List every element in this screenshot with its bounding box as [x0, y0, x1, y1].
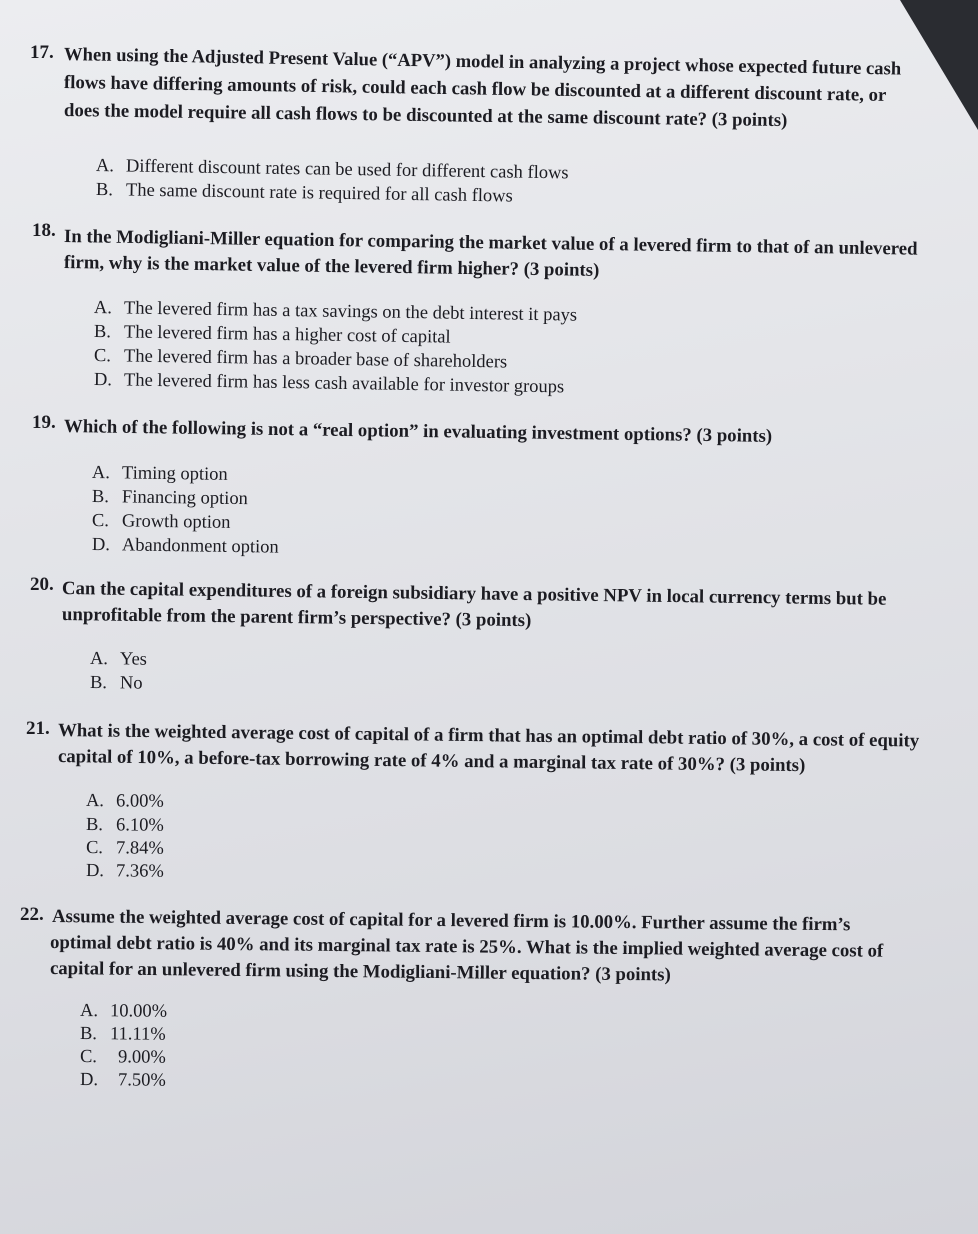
option-text: 11.11% [109, 1024, 166, 1045]
question-stem-line: firm, why is the market value of the levered firm higher? (3 points) [63, 252, 600, 281]
question-19-stem [32, 412, 56, 434]
question-stem-line: unprofitable from the parent firm’s perspective? (3 points) [61, 604, 532, 632]
option-letter: A. [85, 791, 105, 812]
option-letter: D. [79, 1070, 99, 1091]
option-letter: A. [95, 156, 115, 177]
question-22-stem [20, 904, 44, 926]
question-stem-line: capital of 10%, a before-tax borrowing rate of 4% and a marginal tax rate of 30%? (3 points) [57, 746, 806, 777]
question-stem-line: Assume the weighted average cost of capital for a levered firm is 10.00%. Further assume the firm’s [51, 906, 851, 936]
option-text: The same discount rate is required for all cash flows [125, 180, 513, 207]
option-letter: B. [89, 673, 108, 694]
question-number: 21. [26, 718, 50, 739]
option-text: 7.36% [115, 861, 164, 882]
question-21-stem [26, 718, 50, 740]
answer-option[interactable] [92, 486, 248, 510]
question-stem-line: In the Modigliani-Miller equation for comparing the market value of a levered firm to that of an unlevered [63, 226, 918, 260]
answer-option[interactable] [80, 1023, 166, 1046]
option-text: The levered firm has less cash available for investor groups [123, 370, 565, 398]
option-text: 9.00% [117, 1047, 166, 1068]
option-text: 6.00% [115, 791, 164, 812]
question-number: 18. [32, 220, 56, 241]
option-text: 7.84% [115, 838, 164, 859]
option-text: Financing option [121, 487, 249, 510]
option-letter: C. [79, 1047, 98, 1068]
question-stem-line: does the model require all cash flows to be discounted at the same discount rate? (3 points) [63, 100, 788, 132]
option-letter: C. [85, 838, 104, 859]
option-text: 6.10% [115, 815, 164, 836]
option-letter: A. [93, 298, 113, 319]
question-number: 20. [30, 574, 54, 595]
option-letter: B. [95, 180, 114, 201]
question-stem-line: What is the weighted average cost of capital of a firm that has an optimal debt ratio of 30%, a cost of equity [57, 720, 920, 752]
option-text: The levered firm has a higher cost of capital [123, 322, 451, 348]
option-letter: C. [91, 511, 110, 532]
answer-option[interactable] [80, 1000, 167, 1023]
option-text: 10.00% [109, 1001, 168, 1022]
question-18-stem [32, 220, 56, 242]
answer-option[interactable] [86, 860, 164, 883]
answer-option[interactable] [80, 1069, 166, 1092]
option-letter: A. [89, 649, 109, 670]
option-text: Different discount rates can be used for different cash flows [125, 156, 569, 184]
option-letter: A. [79, 1001, 99, 1022]
question-stem-line: flows have differing amounts of risk, could each cash flow be discounted at a different discount rate, or [63, 72, 887, 106]
question-20-stem [30, 574, 54, 596]
option-letter: B. [79, 1024, 98, 1045]
answer-option[interactable] [80, 1046, 166, 1069]
option-letter: B. [85, 815, 104, 836]
option-text: Growth option [121, 511, 231, 533]
answer-option[interactable] [86, 814, 164, 837]
option-text: Yes [119, 649, 148, 670]
answer-option[interactable] [94, 321, 451, 349]
option-text: Timing option [121, 463, 228, 485]
option-letter: D. [91, 535, 111, 556]
option-letter: D. [93, 370, 113, 391]
question-number: 19. [32, 412, 56, 433]
question-stem-line: Which of the following is not a “real option” in evaluating investment options? (3 points) [63, 416, 773, 447]
answer-option[interactable] [90, 648, 147, 671]
option-text: No [119, 673, 143, 694]
answer-option[interactable] [86, 790, 164, 813]
answer-option[interactable] [94, 369, 565, 398]
question-stem-line: capital for an unlevered firm using the Modigliani-Miller equation? (3 points) [49, 958, 671, 986]
question-stem-line: When using the Adjusted Present Value (“APV”) model in analyzing a project whose expected future cash [63, 44, 902, 80]
option-text: The levered firm has a broader base of shareholders [123, 346, 508, 373]
answer-option[interactable] [86, 837, 164, 860]
answer-option[interactable] [96, 179, 513, 208]
option-letter: A. [91, 463, 111, 484]
question-stem-line: optimal debt ratio is 40% and its marginal tax rate is 25%. What is the implied weighted average cost of [49, 932, 884, 962]
option-text: 7.50% [117, 1070, 166, 1091]
option-text: The levered firm has a tax savings on the debt interest it pays [123, 298, 578, 326]
question-number: 22. [20, 904, 44, 925]
page-corner-shadow [900, 0, 978, 130]
answer-option[interactable] [92, 510, 231, 534]
option-letter: C. [93, 346, 112, 367]
question-number: 17. [30, 42, 54, 63]
option-letter: B. [91, 487, 110, 508]
option-letter: B. [93, 322, 112, 343]
option-text: Abandonment option [121, 535, 279, 558]
answer-option[interactable] [90, 672, 143, 695]
question-17-stem [30, 42, 54, 64]
answer-option[interactable] [92, 534, 279, 559]
answer-option[interactable] [92, 462, 228, 486]
question-stem-line: Can the capital expenditures of a foreign subsidiary have a positive NPV in local currency terms but be [61, 578, 887, 610]
option-letter: D. [85, 861, 105, 882]
